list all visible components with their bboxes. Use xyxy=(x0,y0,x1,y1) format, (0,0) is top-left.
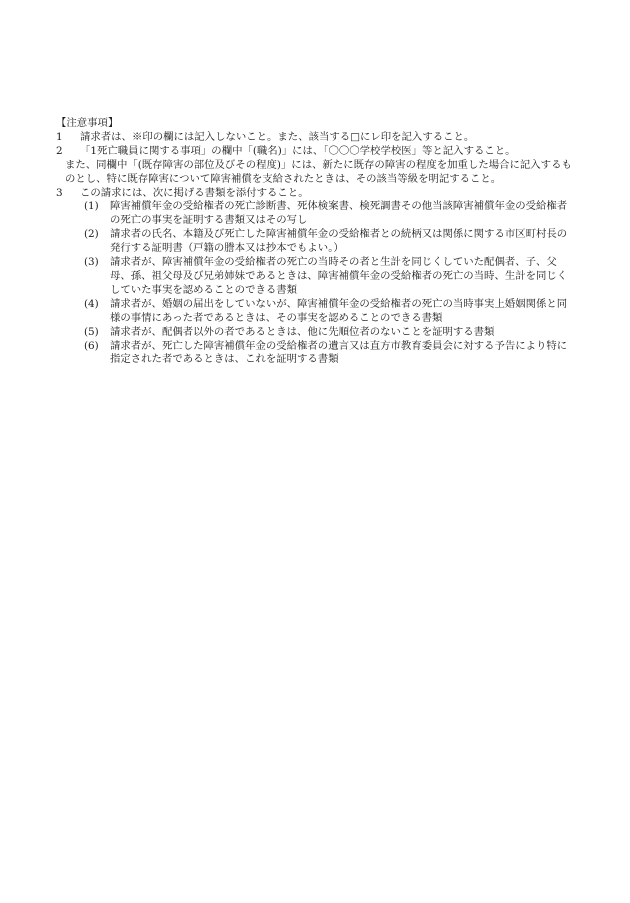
attachment-number: (6) xyxy=(84,339,99,352)
notes-heading: 【注意事項】 xyxy=(56,117,119,129)
attachment-number: (5) xyxy=(84,325,99,338)
note-text: 請求者は、※印の欄には記入しないこと。また、該当する□にレ印を記入すること。 xyxy=(80,130,475,143)
note-item-1 xyxy=(56,131,576,145)
attachment-text: 請求者が、配偶者以外の者であるときは、他に先順位者のないことを証明する書類 xyxy=(110,325,495,338)
attachment-number: (3) xyxy=(84,256,99,269)
note-item-2-continuation: また、同欄中「(既存障害の部位及びその程度)」には、新たに既存の障害の程度を加重した場合に記入するものとし、特に既存障害について障害補償を支給されたときは、その該当等級を明記すること。 xyxy=(65,158,572,185)
note-item-3 xyxy=(56,187,576,201)
attachment-item-3 xyxy=(56,256,576,298)
note-number: 2 xyxy=(56,144,63,157)
note-number: 3 xyxy=(56,186,63,199)
attachment-text: 請求者の氏名、本籍及び死亡した障害補償年金の受給権者との続柄又は関係に関する市区町村長の発行する証明書（戸籍の謄本又は抄本でもよい。） xyxy=(110,228,568,255)
attachment-number: (2) xyxy=(84,228,99,241)
note-item-2 xyxy=(56,145,576,159)
attachment-number: (1) xyxy=(84,200,99,213)
note-text: 「1死亡職員に関する事項」の欄中「(職名)」には、「〇〇〇学校学校医」等と記入すること。 xyxy=(80,144,516,157)
attachment-number: (4) xyxy=(84,297,99,310)
note-number: 1 xyxy=(56,130,63,143)
notes-section xyxy=(56,117,576,367)
attachment-item-2 xyxy=(56,228,576,256)
attachment-text: 障害補償年金の受給権者の死亡診断書、死体検案書、検死調書その他当該障害補償年金の受給権者の死亡の事実を証明する書類又はその写し xyxy=(110,200,568,227)
attachment-item-4 xyxy=(56,298,576,326)
note-text: この請求には、次に掲げる書類を添付すること。 xyxy=(80,186,309,199)
attachment-text: 請求者が、婚姻の届出をしていないが、障害補償年金の受給権者の死亡の当時事実上婚姻関係と同様の事情にあった者であるときは、その事実を認めることのできる書類 xyxy=(110,297,568,324)
attachment-item-6 xyxy=(56,340,576,368)
attachment-text: 請求者が、死亡した障害補償年金の受給権者の遺言又は直方市教育委員会に対する予告により特に指定された者であるときは、これを証明する書類 xyxy=(110,339,568,366)
attachment-item-5 xyxy=(56,326,576,340)
attachment-text: 請求者が、障害補償年金の受給権者の死亡の当時その者と生計を同じくしていた配偶者、子、父母、孫、祖父母及び兄弟姉妹であるときは、障害補償年金の受給権者の死亡の当時、生計を同じくしていた事実を認めることのできる書類 xyxy=(110,256,568,296)
attachment-item-1 xyxy=(56,200,576,228)
